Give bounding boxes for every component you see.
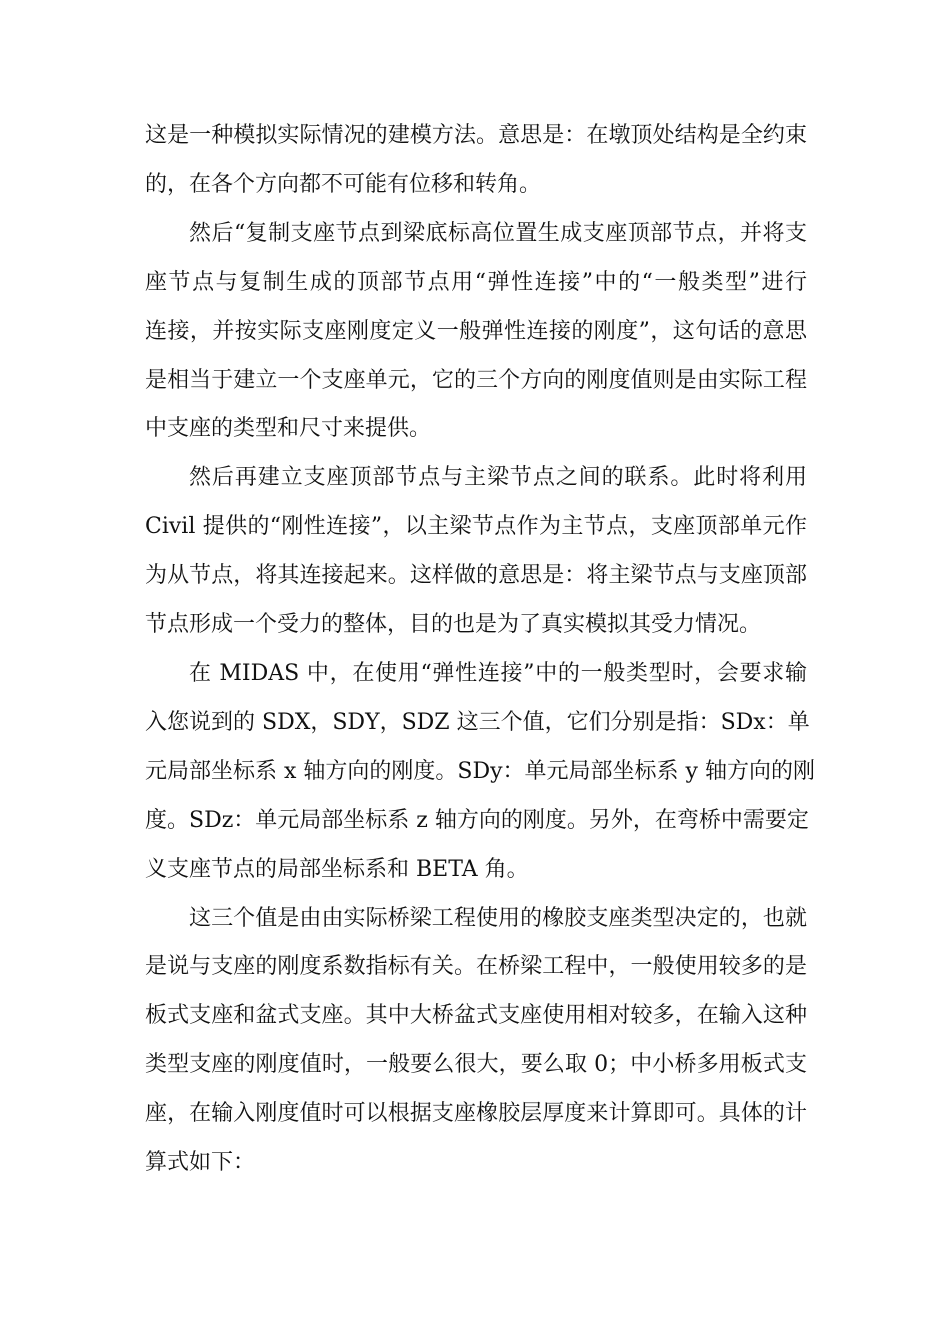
text-line: 为从节点，将其连接起来。这样做的意思是：将主梁节点与支座顶部 [145,563,807,589]
text-line: 然后再建立支座顶部节点与主梁节点之间的联系。此时将利用 [189,465,807,491]
text-line: 度。SDz：单元局部坐标系 z 轴方向的刚度。另外，在弯桥中需要定 [145,807,809,833]
paragraph [145,650,815,895]
text-line: 入您说到的 SDX，SDY，SDZ 这三个值，它们分别是指：SDx：单 [145,709,810,735]
text-line: 这三个值是由由实际桥梁工程使用的橡胶支座类型决定的，也就 [189,905,807,931]
text-line: 是相当于建立一个支座单元，它的三个方向的刚度值则是由实际工程 [145,367,807,393]
text-line: 座节点与复制生成的顶部节点用“弹性连接”中的“一般类型”进行 [145,269,807,295]
text-line: 节点形成一个受力的整体，目的也是为了真实模拟其受力情况。 [145,612,762,638]
text-line: 元局部坐标系 x 轴方向的刚度。SDy：单元局部坐标系 y 轴方向的刚 [145,758,815,784]
text-line: 是说与支座的刚度系数指标有关。在桥梁工程中，一般使用较多的是 [145,954,807,980]
text-line: 座，在输入刚度值时可以根据支座橡胶层厚度来计算即可。具体的计 [145,1101,807,1127]
paragraph [145,210,807,455]
text-line: 义支座节点的局部坐标系和 BETA 角。 [145,856,529,882]
document-body [145,112,815,1188]
text-line: Civil 提供的“刚性连接”，以主梁节点作为主节点，支座顶部单元作 [145,514,807,540]
text-line: 算式如下： [145,1150,256,1176]
text-line: 的，在各个方向都不可能有位移和转角。 [145,171,542,197]
text-line: 然后“复制支座节点到梁底标高位置生成支座顶部节点，并将支 [189,220,807,246]
text-line: 连接，并按实际支座刚度定义一般弹性连接的刚度”，这句话的意思 [145,318,807,344]
paragraph [145,112,807,210]
text-line: 板式支座和盆式支座。其中大桥盆式支座使用相对较多，在输入这种 [145,1003,807,1029]
text-line: 这是一种模拟实际情况的建模方法。意思是：在墩顶处结构是全约束 [145,123,807,148]
text-line: 在 MIDAS 中，在使用“弹性连接”中的一般类型时，会要求输 [189,660,807,686]
paragraph [145,895,807,1188]
paragraph [145,454,807,650]
text-line: 中支座的类型和尺寸来提供。 [145,416,432,442]
text-line: 类型支座的刚度值时，一般要么很大，要么取 0；中小桥多用板式支 [145,1052,807,1078]
